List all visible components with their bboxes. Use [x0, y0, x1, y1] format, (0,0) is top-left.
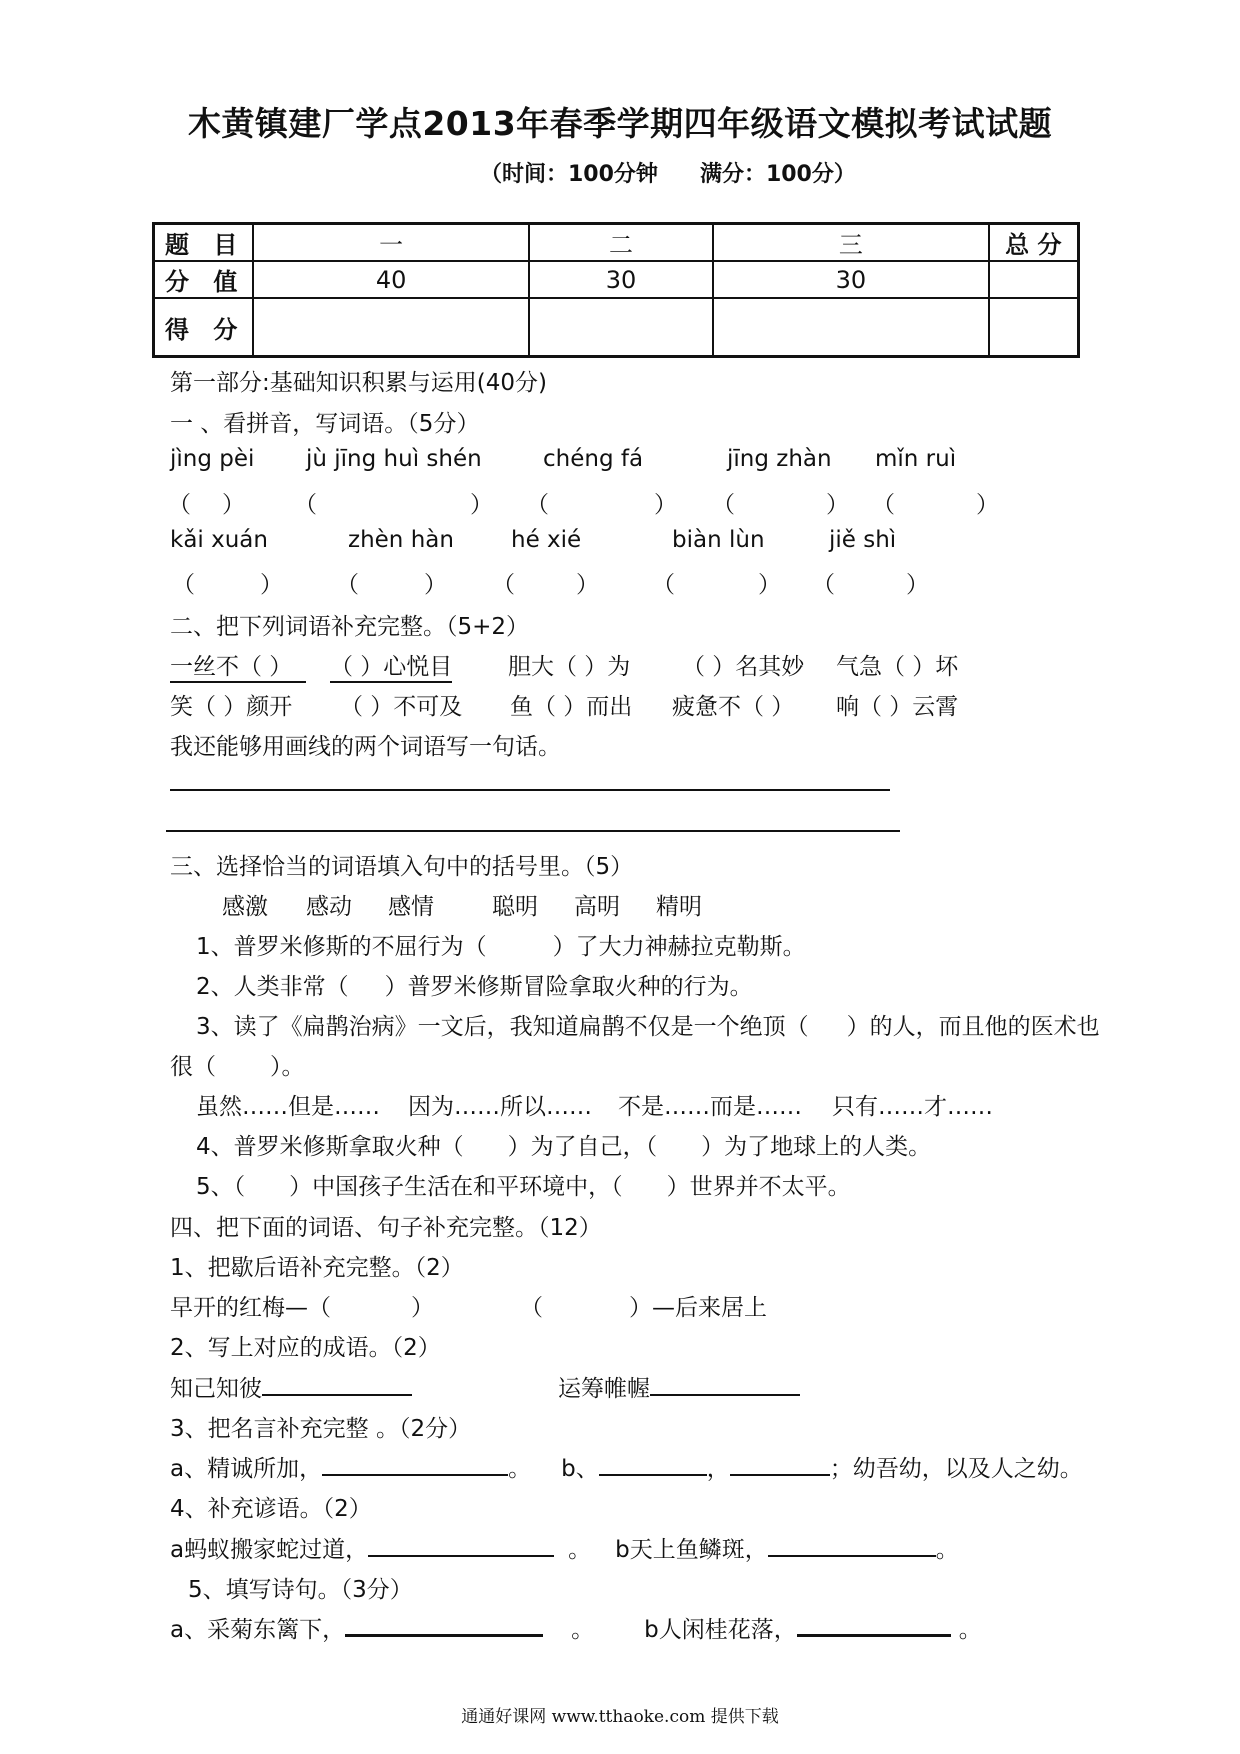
line-text: a、采菊东篱下， — [170, 1617, 346, 1643]
sub-question: 4、补充谚语。（2） — [170, 1496, 372, 1522]
sentence-text: ）。 — [270, 1054, 305, 1080]
sentence-text: 4、普罗米修斯拿取火种（ — [196, 1134, 464, 1160]
conjunction-choice: 因为……所以…… — [408, 1094, 592, 1120]
word-choice: 高明 — [574, 894, 620, 920]
answer-close-bracket: ） — [654, 492, 677, 518]
blank-line[interactable] — [345, 1612, 543, 1637]
exam-subtitle — [480, 157, 856, 188]
answer-close-bracket: ） — [576, 572, 599, 598]
pinyin-item: zhèn hàn — [348, 527, 454, 553]
column-header: 二 — [529, 224, 713, 262]
pinyin-item: hé xié — [511, 527, 582, 553]
line-text: b天上鱼鳞斑， — [615, 1537, 768, 1563]
pinyin-item: jù jīng huì shén — [306, 446, 482, 472]
line-text: （ — [520, 1295, 543, 1321]
word-choice: 感情 — [388, 894, 434, 920]
row-label: 得 分 — [154, 298, 254, 357]
row-label: 题 目 — [154, 224, 254, 262]
exam-time: （时间：100分钟 — [480, 162, 658, 187]
sentence-text: ）为了地球上的人类。 — [701, 1134, 932, 1160]
sentence-text: 很（ — [170, 1054, 216, 1080]
line-text: b、 — [561, 1456, 599, 1482]
line-text: 。 — [958, 1617, 982, 1643]
proverb-line — [170, 1531, 959, 1564]
idiom-item: 疲惫不（ ） — [672, 694, 795, 720]
sub-question: 2、写上对应的成语。（2） — [170, 1335, 441, 1361]
pinyin-item: chéng fá — [543, 446, 644, 472]
answer-open-bracket: （ — [812, 572, 835, 598]
writing-line[interactable] — [166, 830, 900, 832]
conjunction-choice: 虽然……但是…… — [196, 1094, 380, 1120]
sub-question: 5、填写诗句。（3分） — [188, 1577, 413, 1603]
idiom-item: 气急（ ）坏 — [836, 654, 959, 680]
answer-close-bracket: ） — [976, 492, 999, 518]
exam-full-score: 满分：100分） — [699, 162, 856, 187]
poem-line — [170, 1611, 982, 1644]
line-text: 。 — [935, 1537, 959, 1563]
sentence-2 — [196, 968, 753, 1001]
sentence-text: ）世界并不太平。 — [666, 1174, 851, 1200]
part-heading: 第一部分:基础知识积累与运用(40分) — [170, 370, 547, 396]
quote-line — [170, 1450, 1083, 1483]
sentence-text: ）普罗米修斯冒险拿取火种的行为。 — [384, 974, 753, 1000]
line-text: b人闲桂花落， — [644, 1617, 797, 1643]
xiehouyu-line — [170, 1289, 767, 1322]
footer-credit: 通通好课网 www.tthaoke.com 提供下载 — [461, 1707, 779, 1727]
blank-line[interactable] — [650, 1372, 800, 1396]
line-text: 。 — [568, 1537, 592, 1563]
answer-close-bracket: ） — [424, 572, 447, 598]
question-heading: 四、把下面的词语、句子补充完整。（12） — [170, 1215, 602, 1241]
sentence-3 — [196, 1008, 1100, 1041]
idiom-item: （ ）名其妙 — [682, 654, 805, 680]
line-text: ）—后来居上 — [629, 1295, 767, 1321]
answer-open-bracket: （ — [336, 572, 359, 598]
word-choice: 感激 — [222, 894, 268, 920]
answer-open-bracket: （ — [872, 492, 895, 518]
sentence-5 — [196, 1168, 851, 1201]
idiom-item: 鱼（ ）而出 — [510, 694, 633, 720]
line-text: 运筹帷幄 — [558, 1376, 650, 1402]
pinyin-item: jìng pèi — [170, 446, 255, 472]
exam-title: 木黄镇建厂学点2013年春季学期四年级语文模拟考试试题 — [187, 104, 1053, 143]
line-text: ） — [411, 1295, 434, 1321]
column-header: 三 — [713, 224, 988, 262]
score-cell — [529, 298, 713, 357]
row-label: 分 值 — [154, 261, 254, 298]
sentence-4 — [196, 1128, 931, 1161]
answer-close-bracket: ） — [260, 572, 283, 598]
answer-open-bracket: （ — [652, 572, 675, 598]
line-text: ；幼吾幼，以及人之幼。 — [829, 1456, 1083, 1482]
score-table — [152, 222, 1080, 358]
question-heading: 二、把下列词语补充完整。（5+2） — [170, 614, 530, 640]
idiom-item: 响（ ）云霄 — [836, 694, 959, 720]
blank-line[interactable] — [599, 1452, 707, 1476]
score-value: 40 — [253, 261, 528, 298]
word-choice: 感动 — [306, 894, 352, 920]
sub-question: 1、把歇后语补充完整。（2） — [170, 1255, 464, 1281]
line-text: 。 — [508, 1456, 532, 1482]
pinyin-item: kǎi xuán — [170, 527, 268, 553]
idiom-item: 笑（ ）颜开 — [170, 694, 293, 720]
sentence-text: 1、普罗米修斯的不屈行为（ — [196, 934, 487, 960]
answer-close-bracket: ） — [906, 572, 929, 598]
column-header: 总 分 — [989, 224, 1079, 262]
pinyin-item: jiě shì — [829, 527, 897, 553]
line-text: a、精诚所加， — [170, 1456, 323, 1482]
writing-line[interactable] — [170, 789, 890, 791]
answer-open-bracket: （ — [712, 492, 735, 518]
answer-close-bracket: ） — [826, 492, 849, 518]
line-text: 。 — [571, 1617, 595, 1643]
sentence-text: ）为了自己，（ — [507, 1134, 658, 1160]
word-choice: 聪明 — [492, 894, 538, 920]
score-cell — [713, 298, 988, 357]
score-cell — [989, 298, 1079, 357]
line-text: 知己知彼 — [170, 1376, 262, 1402]
idiom-fill — [170, 1370, 412, 1403]
idiom-fill — [558, 1370, 800, 1403]
idiom-item: 胆大（ ）为 — [508, 654, 631, 680]
answer-close-bracket: ） — [222, 492, 245, 518]
answer-close-bracket: ） — [758, 572, 781, 598]
line-text: a蚂蚁搬家蛇过道， — [170, 1537, 369, 1563]
answer-open-bracket: （ — [492, 572, 515, 598]
line-text: ， — [706, 1456, 730, 1482]
sentence-text: 2、人类非常（ — [196, 974, 349, 1000]
idiom-item: （ ）不可及 — [340, 694, 463, 720]
score-cell — [253, 298, 528, 357]
column-header: 一 — [253, 224, 528, 262]
sentence-text: 5、（ — [196, 1174, 246, 1200]
sentence-text: ）的人，而且他的医术也 — [846, 1014, 1100, 1040]
line-text: 早开的红梅—（ — [170, 1295, 331, 1321]
sentence-1 — [196, 928, 806, 961]
sentence-text: ）了大力神赫拉克勒斯。 — [552, 934, 806, 960]
conjunction-choice: 只有……才…… — [832, 1094, 993, 1120]
answer-open-bracket: （ — [168, 492, 191, 518]
sentence-3-cont — [170, 1048, 305, 1081]
answer-open-bracket: （ — [172, 572, 195, 598]
word-choice: 精明 — [656, 894, 702, 920]
sentence-instruction: 我还能够用画线的两个词语写一句话。 — [170, 734, 561, 760]
conjunction-choice: 不是……而是…… — [618, 1094, 802, 1120]
answer-open-bracket: （ — [526, 492, 549, 518]
blank-line[interactable] — [730, 1452, 830, 1476]
blank-line[interactable] — [768, 1533, 936, 1557]
answer-close-bracket: ） — [470, 492, 493, 518]
score-value — [989, 261, 1079, 298]
question-heading: 三、选择恰当的词语填入句中的括号里。（5） — [170, 854, 634, 880]
sentence-text: 3、读了《扁鹊治病》一文后，我知道扁鹊不仅是一个绝顶（ — [196, 1014, 809, 1040]
question-heading: 一 、看拼音，写词语。（5分） — [170, 411, 480, 437]
score-value: 30 — [713, 261, 988, 298]
blank-line[interactable] — [797, 1612, 951, 1637]
answer-open-bracket: （ — [294, 492, 317, 518]
blank-line[interactable] — [322, 1452, 508, 1476]
score-value: 30 — [529, 261, 713, 298]
sentence-text: ）中国孩子生活在和平环境中，（ — [289, 1174, 623, 1200]
sub-question: 3、把名言补充完整 。（2分） — [170, 1416, 472, 1442]
idiom-underlined: （ ）心悦目 — [330, 648, 452, 683]
blank-line[interactable] — [368, 1533, 554, 1557]
idiom-underlined: 一丝不（ ） — [170, 648, 306, 683]
pinyin-item: jīng zhàn — [727, 446, 832, 472]
pinyin-item: mǐn ruì — [875, 446, 957, 472]
blank-line[interactable] — [262, 1372, 412, 1396]
pinyin-item: biàn lùn — [672, 527, 765, 553]
